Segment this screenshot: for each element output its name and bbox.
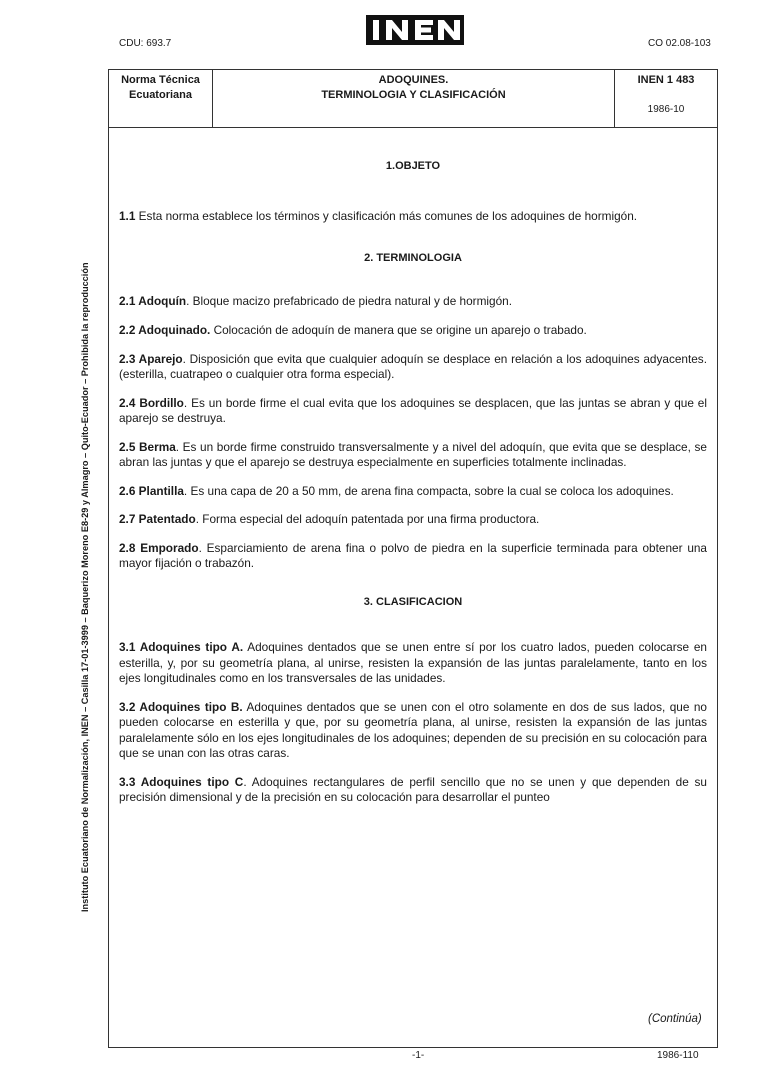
sidebar-institution-text: Instituto Ecuatoriano de Normalización, INEN – Casilla 17-01-3999 – Baquerizo Moreno E8-29 y Almagro – Quito-Ecuador – Prohibida la reproducción <box>80 262 90 912</box>
section-title-terminologia: 2. TERMINOLOGIA <box>364 252 462 264</box>
paragraph-number: 3.1 Adoquines tipo A. <box>119 640 244 654</box>
paragraph-2-3 <box>119 352 707 383</box>
paragraph-text: . Forma especial del adoquín patentada por una firma productora. <box>195 512 540 526</box>
header-title-line2: TERMINOLOGIA Y CLASIFICACIÓN <box>321 89 506 101</box>
paragraph-number: 2.5 Berma <box>119 439 176 454</box>
paragraph-text: Adoquines dentados que se unen entre sí por los cuatro lados, pueden colocarse en esterilla, y, por su geometría plana, al unirse, resisten la expansión de las juntas paralelamente, tanto en los ejes longitudinales como en los transversales de las unidades. <box>119 640 707 685</box>
header-title-line1: ADOQUINES. <box>378 74 449 86</box>
paragraph-text: . Es un borde firme el cual evita que los adoquines se desplacen, que las juntas se abran y que el aparejo se destruya. <box>119 395 707 425</box>
continued-note: (Continúa) <box>648 1013 702 1025</box>
paragraph-number: 2.2 Adoquinado. <box>119 323 211 337</box>
paragraph-2-6 <box>119 484 707 500</box>
header-norm-type <box>109 70 213 127</box>
paragraph-text: Esta norma establece los términos y clasificación más comunes de los adoquines de hormigón. <box>135 208 638 223</box>
paragraph-number: 2.6 Plantilla <box>119 483 184 498</box>
paragraph-number: 2.4 Bordillo <box>119 395 184 410</box>
norm-date: 1986-10 <box>647 104 685 115</box>
paragraph-2-2 <box>119 323 707 339</box>
page-number: -1- <box>412 1050 425 1061</box>
paragraph-text: . Disposición que evita que cualquier adoquín se desplace en relación a los adoquines adyacentes. (esterilla, cuatrapeo o cualquier otra forma especial). <box>119 351 707 381</box>
paragraph-text: . Bloque macizo prefabricado de piedra natural y de hormigón. <box>186 293 512 308</box>
paragraph-number: 3.3 Adoquines tipo C <box>119 774 244 789</box>
paragraph-2-7 <box>119 512 707 528</box>
paragraph-text: . Esparciamiento de arena fina o polvo de piedra en la superficie terminada para obtener una mayor fijación o trabazón. <box>119 540 707 570</box>
paragraph-3-1 <box>119 640 707 687</box>
paragraph-2-4 <box>119 396 707 427</box>
paragraph-number: 2.7 Patentado <box>119 512 196 526</box>
paragraph-text: Adoquines dentados que se unen con el otro solamente en dos de sus lados, que no pueden colocarse en esterilla y que, por su geometría plana, al unirse, resisten la expansión de las juntas paralelamente sólo en los ejes longitudinales de los adoquines; dependen de su precisión en su colocación para que se unan con las otras caras. <box>119 699 707 760</box>
norm-code: INEN 1 483 <box>637 74 695 86</box>
paragraph-3-2 <box>119 700 707 762</box>
cdu-code: CDU: 693.7 <box>119 38 172 49</box>
paragraph-2-8 <box>119 541 707 572</box>
footer-date: 1986-110 <box>657 1050 699 1061</box>
header-table <box>108 69 718 128</box>
paragraph-number: 3.2 Adoquines tipo B. <box>119 699 243 714</box>
header-title <box>213 70 615 127</box>
document-code: CO 02.08-103 <box>648 38 711 49</box>
header-norm-line2: Ecuatoriana <box>129 89 192 101</box>
header-norm-line1: Norma Técnica <box>121 74 200 86</box>
inen-logo <box>366 15 464 45</box>
paragraph-number: 2.3 Aparejo <box>119 351 183 366</box>
paragraph-text: Colocación de adoquín de manera que se origine un aparejo o trabado. <box>210 323 587 337</box>
paragraph-text: . Adoquines rectangulares de perfil sencillo que no se unen y que dependen de su precisión dimensional y de la precisión en su colocación para desarrollar el punteo <box>119 774 707 804</box>
inen-logo-text: INEN <box>415 44 418 45</box>
paragraph-text: . Es una capa de 20 a 50 mm, de arena fina compacta, sobre la cual se coloca los adoquines. <box>183 483 674 498</box>
section-title-clasificacion: 3. CLASIFICACION <box>363 595 463 608</box>
paragraph-1-1 <box>119 209 707 225</box>
paragraph-2-5 <box>119 440 707 471</box>
paragraph-number: 2.8 Emporado <box>119 540 199 555</box>
paragraph-3-3 <box>119 775 707 806</box>
paragraph-2-1 <box>119 294 707 310</box>
section-title-objeto: 1.OBJETO <box>385 160 441 172</box>
paragraph-number: 2.1 Adoquín <box>119 293 187 308</box>
header-norm-code <box>615 70 717 127</box>
paragraph-text: . Es un borde firme construido transversalmente y a nivel del adoquín, que evita que se desplace, se abran las juntas y que el aparejo se destruya especialmente en superficies totalmente inclinadas. <box>119 439 707 469</box>
document-body <box>119 159 707 806</box>
paragraph-number: 1.1 <box>119 208 136 223</box>
